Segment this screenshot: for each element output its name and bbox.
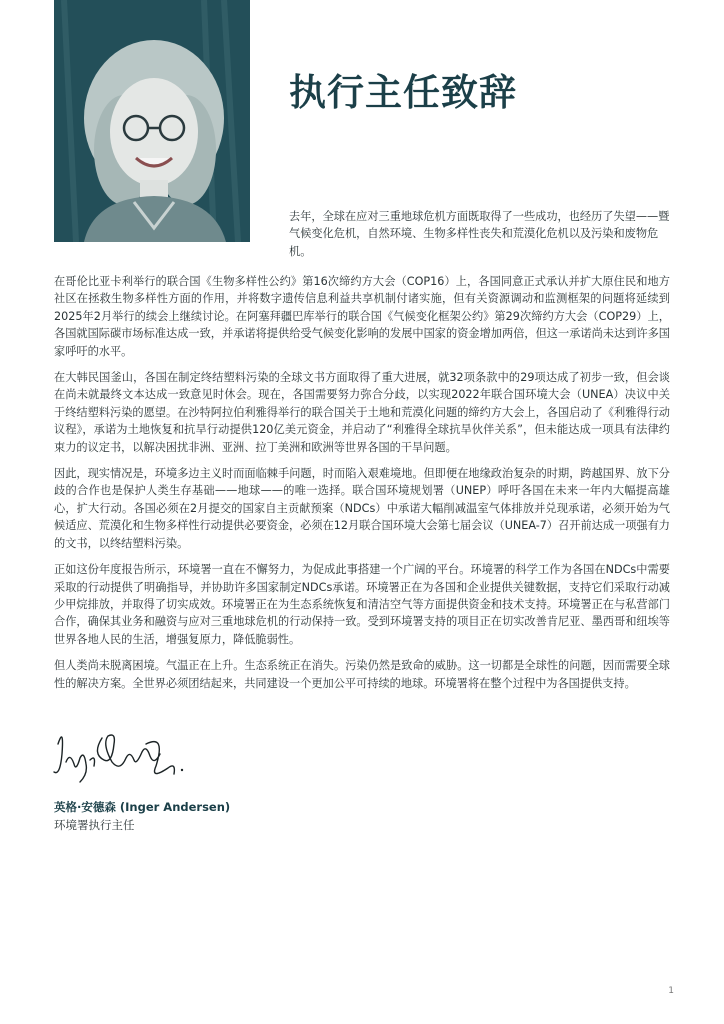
signer-name: 英格·安德森 (Inger Andersen) (54, 800, 231, 814)
signer-title: 环境署执行主任 (54, 818, 135, 832)
intro-paragraph: 去年，全球在应对三重地球危机方面既取得了一些成功，也经历了失望——暨气候变化危机，自然环境、生物多样性丧失和荒漠化危机以及污染和废物危机。 (289, 210, 670, 258)
page-number: 1 (668, 986, 674, 996)
body-paragraph-4: 正如这份年度报告所示，环境署一直在不懈努力，为促成此事搭建一个广阔的平台。环境署的科学工作为各国在NDCs中需要采取的行动提供了明确指导，并协助许多国家制定NDCs承诺。环境署正在为各国和企业提供关键数据，支持它们采取行动减少甲烷排放，并取得了切实成效。环境署正在为生态系统恢复和清洁空气等方面提供资金和技术支持。环境署正在与私营部门合作，确保其业务和融资与应对三重地球危机的行动保持一致。受到环境署支持的项目正在切实改善肯尼亚、墨西哥和纽埃等世界各地人民的生活，增强复原力，降低脆弱性。 (54, 563, 670, 646)
letter-body (54, 273, 670, 701)
body-paragraph-1: 在哥伦比亚卡利举行的联合国《生物多样性公约》第16次缔约方大会（COP16）上，各国同意正式承认并扩大原住民和地方社区在拯救生物多样性方面的作用，并将数字遗传信息利益共享机制付诸实施，但有关资源调动和监测框架的问题将延续到2025年2月举行的续会上继续讨论。在阿塞拜疆巴库举行的联合国《气候变化框架公约》第29次缔约方大会（COP29）上，各国就国际碳市场标准达成一致，并承诺将提供给受气候变化影响的发展中国家的资金增加两倍，但这一承诺尚未达到许多国家呼吁的水平。 (54, 275, 670, 358)
portrait-image (54, 0, 250, 242)
body-paragraph-5: 但人类尚未脱离困境。气温正在上升。生态系统正在消失。污染仍然是致命的威胁。这一切都是全球性的问题，因而需要全球性的解决方案。全世界必须团结起来，共同建设一个更加公平可持续的地球。环境署将在整个过程中为各国提供支持。 (54, 659, 670, 690)
handwritten-signature (50, 714, 200, 796)
page-title: 执行主任致辞 (289, 71, 517, 114)
portrait-photo (54, 0, 250, 242)
body-paragraph-3: 因此，现实情况是，环境多边主义时而面临棘手问题，时而陷入艰难境地。但即便在地缘政治复杂的时期，跨越国界、放下分歧的合作也是保护人类生存基础——地球——的唯一选择。联合国环境规划署（UNEP）呼吁各国在未来一年内大幅提高雄心，扩大行动。各国必须在2月提交的国家自主贡献预案（NDCs）中承诺大幅削减温室气体排放并兑现承诺，必须开始为气候适应、荒漠化和生物多样性行动提供必要资金，必须在12月联合国环境大会第七届会议（UNEA-7）召开前达成一项强有力的文书，以终结塑料污染。 (54, 467, 670, 550)
body-paragraph-2: 在大韩民国釜山，各国在制定终结塑料污染的全球文书方面取得了重大进展，就32项条款中的29项达成了初步一致，但会谈在尚未就最终文本达成一致意见时休会。现在，各国需要努力弥合分歧，以实现2022年联合国环境大会（UNEA）决议中关于终结塑料污染的愿望。在沙特阿拉伯利雅得举行的联合国关于土地和荒漠化问题的缔约方大会上，各国启动了《利雅得行动议程》，承诺为土地恢复和抗旱行动提供120亿美元资金，并启动了“利雅得全球抗旱伙伴关系”，但未能达成一项具有法律约束力的议定书，以解决困扰非洲、亚洲、拉丁美洲和欧洲等世界各国的干旱问题。 (54, 371, 670, 454)
